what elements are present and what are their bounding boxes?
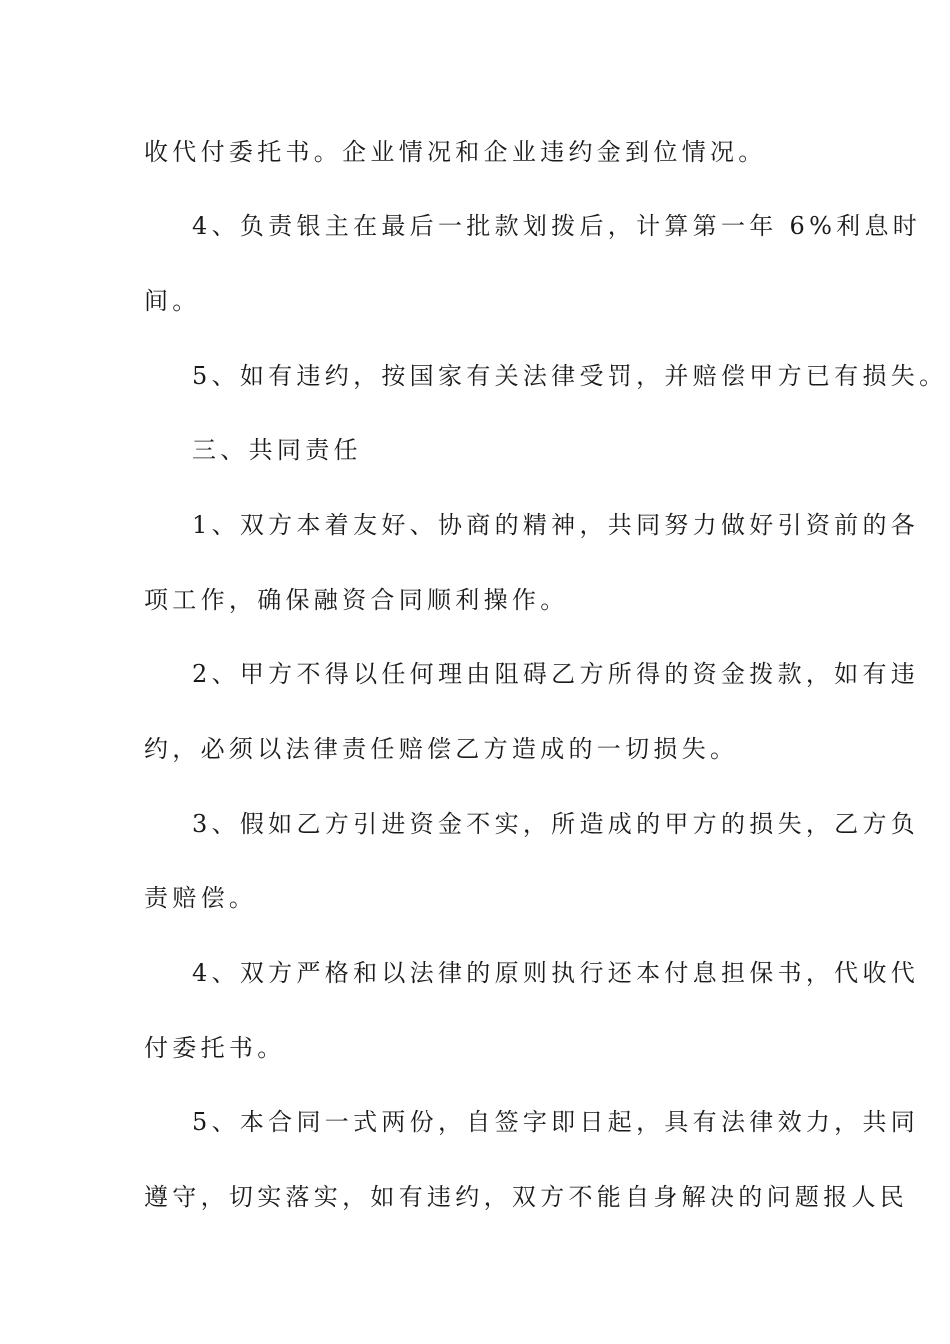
text-line: 付委托书。 bbox=[144, 1034, 286, 1062]
text-line: 5、本合同一式两份，自签字即日起，具有法律效力，共同 bbox=[192, 1108, 920, 1136]
text-line: 1、双方本着友好、协商的精神，共同努力做好引资前的各 bbox=[192, 511, 920, 539]
text-line: 3、假如乙方引进资金不实，所造成的甲方的损失，乙方负 bbox=[192, 810, 920, 838]
text-line: 遵守，切实落实，如有违约，双方不能自身解决的问题报人民 bbox=[144, 1183, 909, 1211]
section-heading: 三、共同责任 bbox=[192, 436, 362, 464]
text-line: 2、甲方不得以任何理由阻碍乙方所得的资金拨款，如有违 bbox=[192, 660, 920, 688]
text-line: 4、负责银主在最后一批款划拨后，计算第一年 6%利息时 bbox=[192, 212, 922, 240]
text-line: 约，必须以法律责任赔偿乙方造成的一切损失。 bbox=[144, 735, 739, 763]
text-line: 收代付委托书。企业情况和企业违约金到位情况。 bbox=[144, 138, 767, 166]
text-line: 间。 bbox=[144, 287, 201, 315]
text-line: 5、如有违约，按国家有关法律受罚，并赔偿甲方已有损失。 bbox=[192, 362, 948, 390]
text-line: 责赔偿。 bbox=[144, 884, 258, 912]
text-line: 项工作，确保融资合同顺利操作。 bbox=[144, 586, 569, 614]
text-line: 4、双方严格和以法律的原则执行还本付息担保书，代收代 bbox=[192, 959, 920, 987]
